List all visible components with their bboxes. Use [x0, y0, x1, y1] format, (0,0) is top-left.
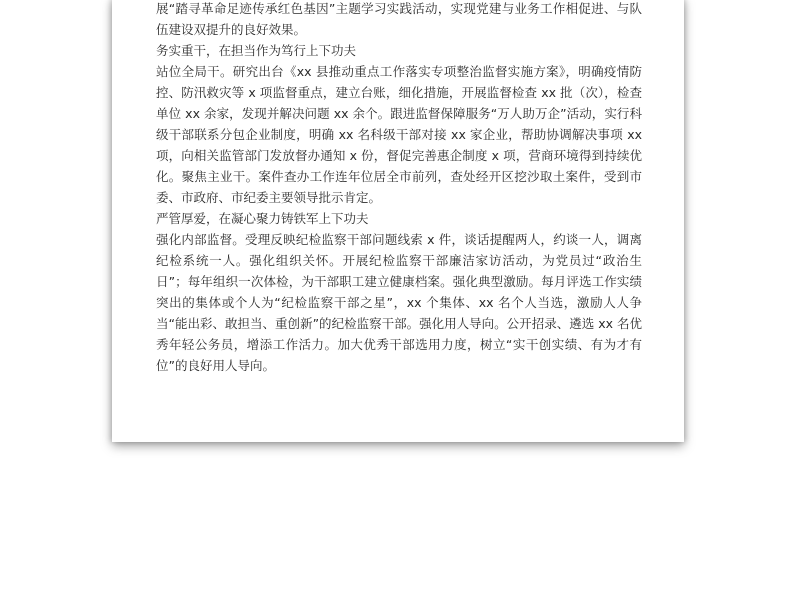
document-page [112, 0, 684, 442]
section-heading-pragmatic-work: 务实重干，在担当作为笃行上下功夫 [156, 43, 357, 58]
paragraph-intro-continuation: 展“踏寻革命足迹传承红色基因”主题学习实践活动，实现党建与业务工作相促进、与队伍建设双提升的良好效果。 [156, 1, 642, 37]
section-heading-strict-management: 严管厚爱，在凝心聚力铸铁军上下功夫 [156, 211, 369, 226]
document-body [156, 0, 642, 376]
paragraph-internal-supervision: 强化内部监督。受理反映纪检监察干部问题线索 x 件，谈话提醒两人，约谈一人，调离纪检系统一人。强化组织关怀。开展纪检监察干部廉洁家访活动，为党员过“政治生日”；每年组织一次体检，为干部职工建立健康档案。强化典型激励。每月评选工作实绩突出的集体或个人为“纪检监察干部之星”，xx 个集体、xx 名个人当选，激励人人争当“能出彩、敢担当、重创新”的纪检监察干部。强化用人导向。公开招录、遴选 xx 名优秀年轻公务员，增添工作活力。加大优秀干部选用力度，树立“实干创实绩、有为才有位”的良好用人导向。 [156, 232, 642, 373]
paragraph-overall-work: 站位全局干。研究出台《xx 县推动重点工作落实专项整治监督实施方案》，明确疫情防控、防汛救灾等 x 项监督重点，建立台账，细化措施，开展监督检查 xx 批（次），检查单位 xx 余家，发现并解决问题 xx 余个。跟进监督保障服务“万人助万企”活动，实行科级干部联系分包企业制度，明确 xx 名科级干部对接 xx 家企业，帮助协调解决事项 xx 项，向相关监管部门发放督办通知 x 份，督促完善惠企制度 x 项，营商环境得到持续优化。聚焦主业干。案件查办工作连年位居全市前列，查处经开区挖沙取土案件，受到市委、市政府、市纪委主要领导批示肯定。 [156, 64, 642, 205]
